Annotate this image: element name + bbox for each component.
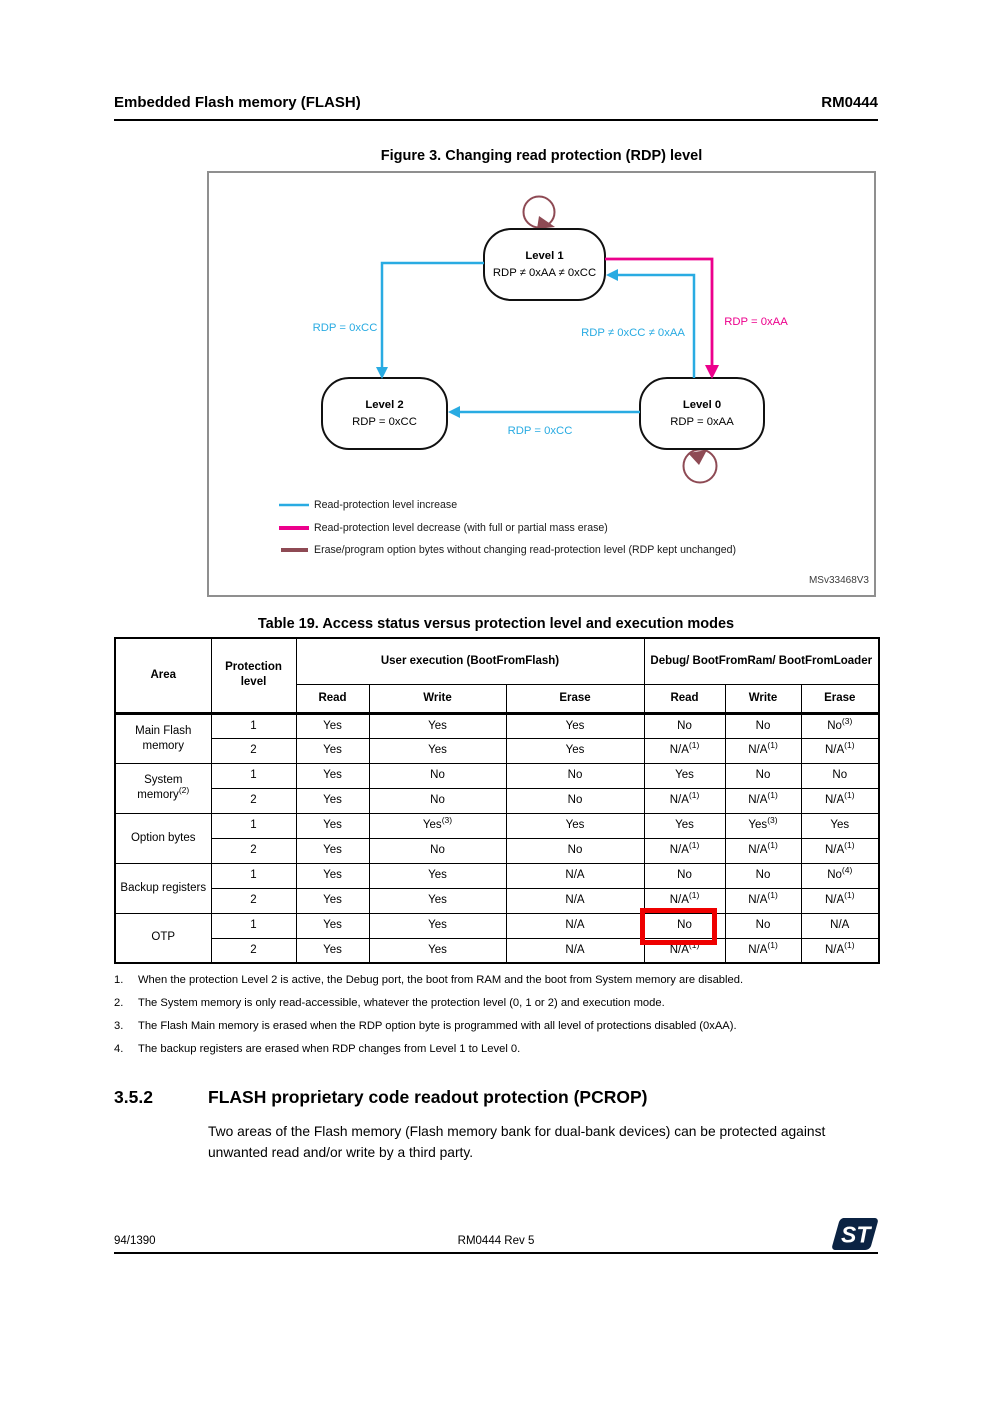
table-cell: N/A bbox=[506, 888, 644, 913]
footer-rule bbox=[114, 1252, 878, 1254]
footnote-number: 1. bbox=[114, 974, 124, 986]
table-cell: Yes bbox=[369, 863, 506, 888]
figure-watermark: MSv33468V3 bbox=[808, 575, 869, 586]
footnote-text: The backup registers are erased when RDP changes from Level 1 to Level 0. bbox=[138, 1043, 521, 1055]
footnote-text: When the protection Level 2 is active, the Debug port, the boot from RAM and the boot from System memory are disabled. bbox=[138, 974, 744, 986]
legend-label-increase: Read-protection level increase bbox=[314, 499, 458, 511]
area-main-flash: Main Flash memory bbox=[115, 713, 211, 763]
table-cell: Yes bbox=[369, 913, 506, 938]
level0-title: Level 0 bbox=[682, 398, 722, 411]
col-header-read-user: Read bbox=[296, 684, 369, 713]
table-cell: $N/A^{(1)}$ bbox=[801, 738, 879, 763]
protection-level-cell: 1 bbox=[211, 713, 296, 738]
table-row bbox=[115, 938, 879, 963]
col-header-write-debug: Write bbox=[725, 684, 801, 713]
footnote-number: 2. bbox=[114, 997, 124, 1009]
table-cell: $N/A^{(1)}$ bbox=[725, 738, 801, 763]
area-system-memory: System memory$^{(2)}$ bbox=[115, 763, 211, 813]
level0-condition: RDP = 0xAA bbox=[670, 415, 734, 428]
table-cell: $N/A^{(1)}$ bbox=[644, 788, 725, 813]
table-cell: Yes bbox=[296, 713, 369, 738]
table-cell: No bbox=[369, 838, 506, 863]
table-cell: Yes bbox=[296, 838, 369, 863]
table-cell: $N/A^{(1)}$ bbox=[801, 888, 879, 913]
footnote-1 bbox=[114, 973, 884, 988]
legend-label-unchanged: Erase/program option bytes without changing read-protection level (RDP kept unchanged) bbox=[314, 544, 737, 556]
col-header-protection-level: Protection level bbox=[211, 638, 296, 713]
table-cell: Yes bbox=[506, 713, 644, 738]
edge-level0-to-level2 bbox=[448, 406, 640, 418]
legend-item-decrease bbox=[314, 522, 608, 534]
table-cell: Yes bbox=[296, 763, 369, 788]
table-cell: Yes bbox=[801, 813, 879, 838]
level0-self-loop bbox=[684, 450, 717, 483]
table-cell: No bbox=[506, 763, 644, 788]
table-cell: No bbox=[725, 713, 801, 738]
table-cell: Yes bbox=[644, 763, 725, 788]
table-cell: No bbox=[725, 863, 801, 888]
table-cell: Yes bbox=[296, 738, 369, 763]
table-cell: Yes bbox=[296, 788, 369, 813]
table-cell: No$^{(3)}$ bbox=[801, 713, 879, 738]
footnote-3 bbox=[114, 1019, 884, 1034]
table-row bbox=[115, 863, 879, 888]
area-option-bytes: Option bytes bbox=[115, 813, 211, 863]
table-cell-highlighted: No bbox=[644, 913, 725, 938]
table-cell: Yes bbox=[506, 813, 644, 838]
table-cell: Yes bbox=[369, 938, 506, 963]
col-group-user-execution: User execution (BootFromFlash) bbox=[296, 638, 644, 684]
protection-level-cell: 2 bbox=[211, 738, 296, 763]
access-status-table bbox=[114, 637, 880, 964]
protection-level-cell: 1 bbox=[211, 813, 296, 838]
table-cell: $N/A^{(1)}$ bbox=[725, 938, 801, 963]
table-title: Table 19. Access status versus protection level and execution modes bbox=[257, 616, 735, 632]
footer-revision: RM0444 Rev 5 bbox=[457, 1235, 535, 1247]
table-cell: $N/A^{(1)}$ bbox=[725, 888, 801, 913]
section-title: FLASH proprietary code readout protection (PCROP) bbox=[208, 1087, 648, 1107]
table-cell: No bbox=[644, 863, 725, 888]
figure-title: Figure 3. Changing read protection (RDP) level bbox=[380, 148, 703, 164]
st-logo bbox=[832, 1217, 878, 1251]
area-otp: OTP bbox=[115, 913, 211, 963]
table-cell: N/A bbox=[506, 938, 644, 963]
page-header-doc-id: RM0444 bbox=[821, 94, 878, 111]
protection-level-cell: 1 bbox=[211, 763, 296, 788]
table-cell: Yes bbox=[369, 738, 506, 763]
col-header-erase-debug: Erase bbox=[801, 684, 879, 713]
legend-item-increase bbox=[314, 499, 457, 511]
table-row bbox=[115, 713, 879, 738]
table-cell: N/A bbox=[506, 863, 644, 888]
level0-node-shape bbox=[640, 378, 764, 449]
footnote-text: The System memory is only read-accessible, whatever the protection level (0, 1 or 2) and execution mode. bbox=[138, 997, 665, 1009]
edge-label-l1-to-l2: RDP = 0xCC bbox=[312, 322, 378, 334]
table-cell: $N/A^{(1)}$ bbox=[644, 888, 725, 913]
table-cell: $N/A^{(1)}$ bbox=[725, 788, 801, 813]
table-cell: No bbox=[725, 763, 801, 788]
rdp-state-diagram bbox=[209, 173, 878, 599]
protection-level-cell: 1 bbox=[211, 863, 296, 888]
highlight-box bbox=[640, 908, 717, 945]
table-cell: Yes bbox=[296, 863, 369, 888]
table-cell: Yes bbox=[296, 888, 369, 913]
footnote-number: 4. bbox=[114, 1043, 124, 1055]
svg-text:ST: ST bbox=[841, 1221, 871, 1248]
table-cell: $N/A^{(1)}$ bbox=[644, 738, 725, 763]
table-cell: No bbox=[644, 713, 725, 738]
table-cell: No bbox=[506, 788, 644, 813]
level1-self-loop bbox=[524, 197, 556, 230]
level1-title: Level 1 bbox=[525, 249, 564, 262]
page-number: 94/1390 bbox=[114, 1235, 156, 1247]
table-row bbox=[115, 838, 879, 863]
table-cell: No bbox=[801, 763, 879, 788]
table-cell: Yes bbox=[296, 913, 369, 938]
edge-label-l0-to-l1: RDP ≠ 0xCC ≠ 0xAA bbox=[581, 327, 685, 339]
table-cell: Yes bbox=[369, 888, 506, 913]
legend-item-unchanged bbox=[314, 544, 736, 556]
protection-level-cell: 1 bbox=[211, 913, 296, 938]
col-header-area: Area bbox=[115, 638, 211, 713]
table-cell: $N/A^{(1)}$ bbox=[801, 838, 879, 863]
section-paragraph: Two areas of the Flash memory (Flash memory bank for dual-bank devices) can be protected against unwanted read and/or write by a third party. bbox=[208, 1124, 826, 1160]
level2-node-shape bbox=[322, 378, 447, 449]
table-row bbox=[115, 738, 879, 763]
col-header-erase-user: Erase bbox=[506, 684, 644, 713]
level1-condition: RDP ≠ 0xAA ≠ 0xCC bbox=[492, 266, 597, 279]
table-cell: Yes bbox=[296, 938, 369, 963]
level2-condition: RDP = 0xCC bbox=[352, 415, 417, 428]
legend-label-decrease: Read-protection level decrease (with full or partial mass erase) bbox=[314, 522, 608, 534]
table-row bbox=[115, 913, 879, 938]
footnote-text: The Flash Main memory is erased when the RDP option byte is programmed with all level of protections disabled (0xAA). bbox=[138, 1020, 737, 1032]
table-cell: Yes bbox=[296, 813, 369, 838]
table-row bbox=[115, 763, 879, 788]
footnote-2 bbox=[114, 996, 884, 1011]
level2-title: Level 2 bbox=[365, 398, 404, 411]
table-cell: Yes$^{(3)}$ bbox=[725, 813, 801, 838]
edge-level1-to-level2 bbox=[376, 263, 484, 379]
footnote-4 bbox=[114, 1042, 884, 1057]
edge-label-l1-to-l0: RDP = 0xAA bbox=[724, 316, 788, 328]
table-cell: N/A bbox=[506, 913, 644, 938]
table-cell: $N/A^{(1)}$ bbox=[644, 938, 725, 963]
protection-level-cell: 2 bbox=[211, 788, 296, 813]
table-cell: Yes bbox=[644, 813, 725, 838]
col-header-read-debug: Read bbox=[644, 684, 725, 713]
table-cell: No bbox=[506, 838, 644, 863]
footnote-number: 3. bbox=[114, 1020, 124, 1032]
table-cell: No bbox=[725, 913, 801, 938]
table-cell: $N/A^{(1)}$ bbox=[644, 838, 725, 863]
table-cell: $N/A^{(1)}$ bbox=[801, 938, 879, 963]
table-row bbox=[115, 813, 879, 838]
table-cell: N/A bbox=[801, 913, 879, 938]
level1-node-shape bbox=[484, 229, 605, 300]
page-header-title: Embedded Flash memory (FLASH) bbox=[114, 94, 361, 111]
table-cell: No bbox=[369, 763, 506, 788]
table-cell: Yes$^{(3)}$ bbox=[369, 813, 506, 838]
col-group-debug: Debug/ BootFromRam/ BootFromLoader bbox=[644, 638, 879, 684]
edge-label-l0-to-l2: RDP = 0xCC bbox=[507, 425, 573, 437]
table-cell: Yes bbox=[506, 738, 644, 763]
table-cell: Yes bbox=[369, 713, 506, 738]
table-cell: No$^{(4)}$ bbox=[801, 863, 879, 888]
table-cell: No bbox=[369, 788, 506, 813]
col-header-write-user: Write bbox=[369, 684, 506, 713]
protection-level-cell: 2 bbox=[211, 838, 296, 863]
edge-level1-to-level0 bbox=[605, 259, 719, 379]
table-row bbox=[115, 888, 879, 913]
header-rule bbox=[114, 119, 878, 121]
section-number: 3.5.2 bbox=[114, 1087, 153, 1107]
edge-level0-to-level1 bbox=[606, 269, 694, 378]
area-backup-registers: Backup registers bbox=[115, 863, 211, 913]
protection-level-cell: 2 bbox=[211, 938, 296, 963]
protection-level-cell: 2 bbox=[211, 888, 296, 913]
table-cell: $N/A^{(1)}$ bbox=[801, 788, 879, 813]
table-row bbox=[115, 788, 879, 813]
figure-canvas bbox=[207, 171, 876, 597]
table-cell: $N/A^{(1)}$ bbox=[725, 838, 801, 863]
